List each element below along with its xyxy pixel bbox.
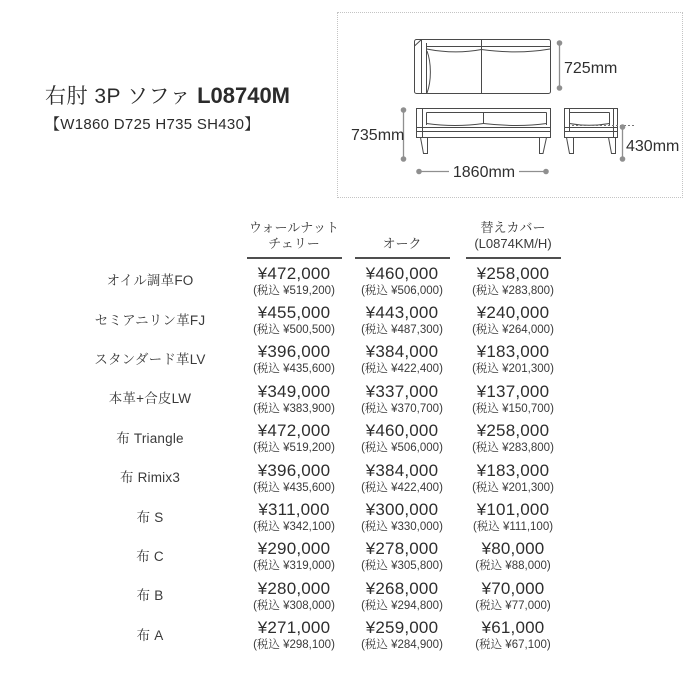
price-cell-oak — [350, 618, 454, 652]
price-tax-included: (税込 ¥487,300) — [361, 324, 443, 337]
header-underline — [247, 257, 342, 259]
price-cell-replacement-cover — [460, 421, 566, 455]
price-cell-oak — [350, 421, 454, 455]
row-label: セミアニリン革FJ — [94, 312, 206, 328]
table-row — [62, 576, 582, 615]
price-tax-included: (税込 ¥435,600) — [253, 363, 335, 376]
dimension-height — [351, 107, 406, 162]
price-cell-oak — [350, 303, 454, 337]
row-label: 本革+合皮LW — [108, 391, 192, 407]
price-table-header — [62, 220, 582, 259]
table-row — [62, 379, 582, 418]
dimension-depth — [557, 40, 618, 91]
price-tax-included: (税込 ¥319,000) — [253, 560, 335, 573]
product-model: L08740M — [197, 83, 291, 108]
row-label: オイル調革FO — [106, 273, 194, 289]
price-cell-replacement-cover — [460, 382, 566, 416]
table-row — [62, 419, 582, 458]
price-main: ¥472,000 — [257, 263, 331, 283]
price-tax-included: (税込 ¥383,900) — [253, 402, 335, 415]
price-tax-included: (税込 ¥201,300) — [472, 481, 554, 494]
price-tax-included: (税込 ¥294,800) — [361, 599, 443, 612]
price-table — [62, 220, 582, 655]
seat-height-dimension-label: 430mm — [626, 138, 680, 155]
price-tax-included: (税込 ¥88,000) — [475, 560, 551, 573]
row-label: スタンダード革LV — [94, 351, 206, 367]
price-cell-oak — [350, 264, 454, 298]
row-label: 布 S — [136, 509, 164, 525]
row-label: 布 C — [136, 548, 164, 564]
price-tax-included: (税込 ¥283,800) — [472, 442, 554, 455]
table-row — [62, 497, 582, 536]
price-main: ¥472,000 — [257, 421, 331, 441]
price-tax-included: (税込 ¥150,700) — [472, 402, 554, 415]
price-main: ¥280,000 — [257, 578, 331, 598]
price-tax-included: (税込 ¥506,000) — [361, 284, 443, 297]
table-row — [62, 537, 582, 576]
price-cell-replacement-cover — [460, 539, 566, 573]
price-tax-included: (税込 ¥422,400) — [361, 363, 443, 376]
price-cell-walnut-cherry — [244, 618, 344, 652]
price-tax-included: (税込 ¥330,000) — [361, 521, 443, 534]
price-main: ¥460,000 — [365, 421, 439, 441]
header-line2: オーク — [382, 236, 422, 251]
price-cell-walnut-cherry — [244, 382, 344, 416]
sofa-front-view — [417, 109, 551, 154]
price-cell-oak — [350, 539, 454, 573]
price-tax-included: (税込 ¥500,500) — [253, 324, 335, 337]
price-tax-included: (税込 ¥264,000) — [472, 324, 554, 337]
dimension-seat-height — [620, 124, 680, 162]
row-label: 布 Rimix3 — [119, 470, 181, 486]
header-line2: チェリー — [268, 236, 320, 251]
price-tax-included: (税込 ¥342,100) — [253, 521, 335, 534]
price-tax-included: (税込 ¥298,100) — [253, 639, 335, 652]
height-dimension-label: 735mm — [351, 127, 405, 144]
price-cell-oak — [350, 579, 454, 613]
price-main: ¥311,000 — [258, 500, 330, 520]
product-size-spec: 【W1860 D725 H735 SH430】 — [45, 116, 260, 133]
table-row — [62, 300, 582, 339]
price-tax-included: (税込 ¥283,800) — [472, 284, 554, 297]
price-main: ¥349,000 — [257, 381, 331, 401]
row-label: 布 Triangle — [116, 430, 184, 446]
table-row — [62, 261, 582, 300]
dimension-diagram — [337, 12, 683, 198]
price-cell-replacement-cover — [460, 579, 566, 613]
price-cell-walnut-cherry — [244, 539, 344, 573]
price-main: ¥271,000 — [257, 618, 331, 638]
price-cell-oak — [350, 342, 454, 376]
header-line1: 替えカバー — [480, 220, 546, 235]
price-cell-walnut-cherry — [244, 500, 344, 534]
price-main: ¥101,000 — [476, 500, 550, 520]
header-underline — [355, 257, 450, 259]
price-main: ¥396,000 — [257, 342, 331, 362]
price-tax-included: (税込 ¥519,200) — [253, 284, 335, 297]
price-cell-oak — [350, 382, 454, 416]
sofa-side-view — [565, 109, 635, 154]
price-tax-included: (税込 ¥111,100) — [472, 521, 554, 534]
width-dimension-label: 1860mm — [452, 164, 516, 181]
price-cell-replacement-cover — [460, 342, 566, 376]
price-main: ¥137,000 — [476, 381, 550, 401]
price-tax-included: (税込 ¥284,900) — [361, 639, 443, 652]
header-line2: (L0874KM/H) — [474, 236, 552, 251]
price-table-body — [62, 259, 582, 655]
table-row — [62, 616, 582, 655]
price-main: ¥384,000 — [365, 342, 439, 362]
price-tax-included: (税込 ¥77,000) — [475, 599, 551, 612]
price-cell-replacement-cover — [460, 461, 566, 495]
price-main: ¥80,000 — [481, 539, 545, 559]
price-tax-included: (税込 ¥506,000) — [361, 442, 443, 455]
price-main: ¥183,000 — [476, 342, 550, 362]
price-main: ¥455,000 — [257, 303, 331, 323]
row-label: 布 B — [136, 588, 164, 604]
price-cell-walnut-cherry — [244, 579, 344, 613]
price-main: ¥258,000 — [476, 421, 550, 441]
price-main: ¥460,000 — [365, 263, 439, 283]
table-row — [62, 340, 582, 379]
price-tax-included: (税込 ¥435,600) — [253, 481, 335, 494]
price-main: ¥183,000 — [476, 460, 550, 480]
header-line1: ウォールナット — [249, 220, 339, 235]
product-name: 右肘 3P ソファ — [45, 85, 192, 108]
row-label: 布 A — [136, 627, 164, 643]
price-tax-included: (税込 ¥67,100) — [475, 639, 551, 652]
price-cell-replacement-cover — [460, 264, 566, 298]
price-cell-replacement-cover — [460, 618, 566, 652]
price-tax-included: (税込 ¥519,200) — [253, 442, 335, 455]
price-cell-replacement-cover — [460, 500, 566, 534]
price-main: ¥61,000 — [481, 618, 545, 638]
title-block — [45, 80, 290, 134]
price-cell-walnut-cherry — [244, 342, 344, 376]
price-cell-oak — [350, 500, 454, 534]
table-row — [62, 458, 582, 497]
price-tax-included: (税込 ¥370,700) — [361, 402, 443, 415]
price-main: ¥258,000 — [476, 263, 550, 283]
depth-dimension-label: 725mm — [564, 60, 618, 77]
price-main: ¥300,000 — [365, 500, 439, 520]
price-tax-included: (税込 ¥422,400) — [361, 481, 443, 494]
price-main: ¥259,000 — [365, 618, 439, 638]
price-main: ¥70,000 — [481, 578, 545, 598]
price-main: ¥290,000 — [257, 539, 331, 559]
price-main: ¥396,000 — [257, 460, 331, 480]
price-cell-walnut-cherry — [244, 421, 344, 455]
price-main: ¥240,000 — [476, 303, 550, 323]
price-cell-oak — [350, 461, 454, 495]
price-cell-walnut-cherry — [244, 303, 344, 337]
header-underline — [466, 257, 561, 259]
price-cell-walnut-cherry — [244, 264, 344, 298]
price-tax-included: (税込 ¥308,000) — [253, 599, 335, 612]
price-cell-walnut-cherry — [244, 461, 344, 495]
price-main: ¥268,000 — [365, 578, 439, 598]
price-main: ¥278,000 — [365, 539, 439, 559]
price-main: ¥384,000 — [365, 460, 439, 480]
header-replacement-cover — [460, 220, 566, 259]
sofa-top-view — [415, 40, 551, 94]
product-title-line — [45, 80, 290, 110]
sofa-drawing — [338, 13, 682, 197]
price-main: ¥337,000 — [365, 381, 439, 401]
header-oak — [350, 236, 454, 259]
price-main: ¥443,000 — [365, 303, 439, 323]
header-walnut-cherry — [244, 220, 344, 259]
price-cell-replacement-cover — [460, 303, 566, 337]
price-tax-included: (税込 ¥305,800) — [361, 560, 443, 573]
dimension-width — [416, 164, 549, 181]
price-tax-included: (税込 ¥201,300) — [472, 363, 554, 376]
